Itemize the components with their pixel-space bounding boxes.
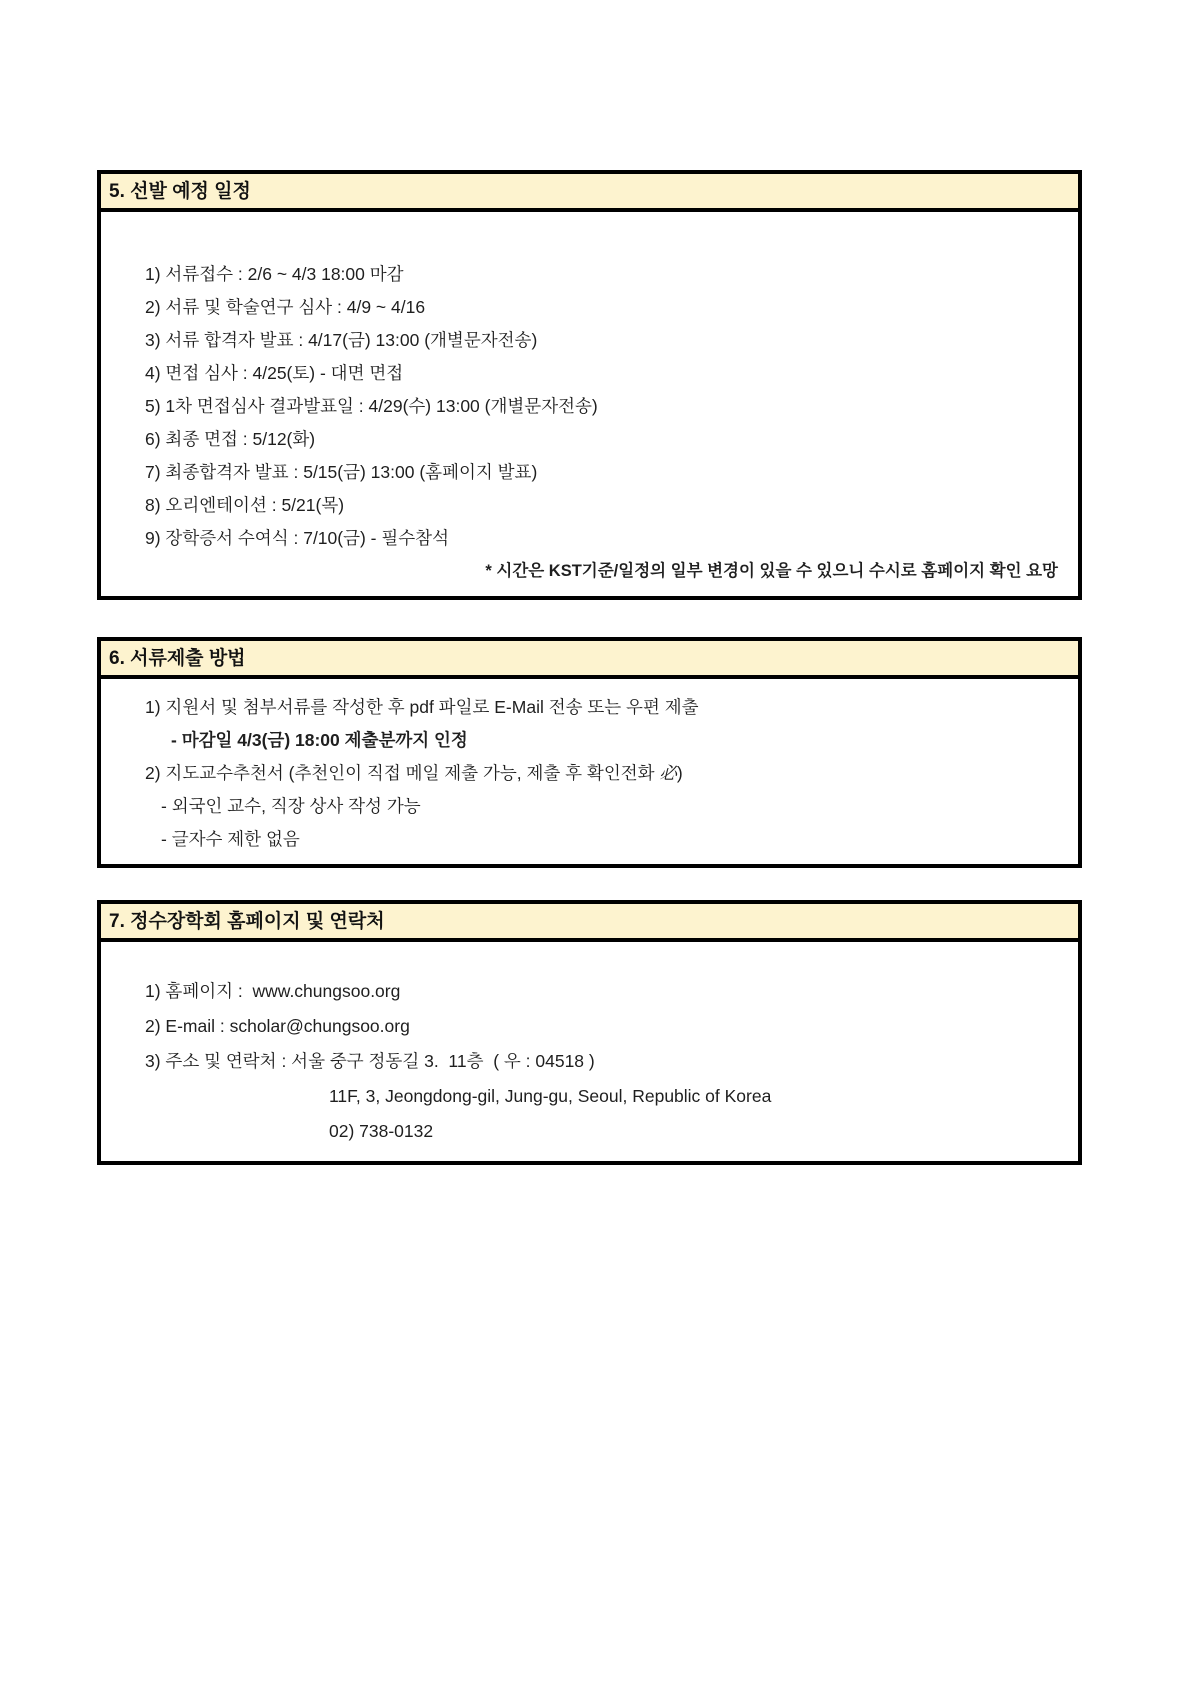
section-title: 6. 서류제출 방법	[109, 648, 246, 669]
text-segment: 8) 오리엔테이션 : 5/21(목)	[145, 495, 345, 515]
text-segment: - 글자수 제한 없음	[161, 829, 300, 849]
text-segment: 3) 주소 및 연락처 : 서울 중구 정동길 3. 11층 ( 우 : 04518 )	[145, 1051, 595, 1071]
text-segment: * 시간은 KST기준/일정의 일부 변경이 있을 수 있으니 수시로 홈페이지 확인 요망	[485, 562, 1058, 580]
text-segment: - 외국인 교수, 직장 상사 작성 가능	[161, 796, 421, 816]
text-line	[101, 790, 1066, 823]
section-title: 7. 정수장학회 홈페이지 및 연락처	[109, 911, 385, 932]
text-line	[101, 757, 1066, 790]
text-segment: 4) 면접 심사 : 4/25(토) - 대면 면접	[145, 363, 404, 383]
text-segment: 9) 장학증서 수여식 : 7/10(금) - 필수참석	[145, 528, 449, 548]
text-line	[101, 691, 1066, 724]
section-title: 5. 선발 예정 일정	[109, 181, 251, 202]
text-line	[101, 1009, 1066, 1044]
text-segment: 02) 738-0132	[329, 1121, 434, 1141]
text-line	[101, 423, 1066, 456]
text-segment: 6) 최종 면접 : 5/12(화)	[145, 429, 316, 449]
section-selection-schedule-header	[101, 174, 1078, 212]
section-submission-method	[97, 637, 1082, 868]
section-selection-schedule	[97, 170, 1082, 600]
text-line	[101, 823, 1066, 856]
text-line	[101, 522, 1066, 555]
text-line	[101, 489, 1066, 522]
text-line	[101, 974, 1066, 1009]
section-homepage-contact-header	[101, 904, 1078, 942]
text-segment: 3) 서류 합격자 발표 : 4/17(금) 13:00 (개별문자전송)	[145, 330, 538, 350]
text-segment: - 마감일 4/3(금) 18:00 제출분까지 인정	[171, 730, 468, 750]
text-segment: 5) 1차 면접심사 결과발표일 : 4/29(수) 13:00 (개별문자전송)	[145, 396, 598, 416]
text-segment: 1) 홈페이지 : www.chungsoo.org	[145, 981, 401, 1001]
section-submission-method-body	[101, 679, 1078, 856]
text-line	[101, 324, 1066, 357]
text-segment: 必	[659, 763, 677, 783]
section-submission-method-header	[101, 641, 1078, 679]
note-line	[101, 555, 1066, 588]
text-line	[101, 456, 1066, 489]
text-segment: 2) E-mail : scholar@chungsoo.org	[145, 1016, 410, 1036]
text-line	[101, 1044, 1066, 1079]
text-line	[101, 357, 1066, 390]
section-homepage-contact	[97, 900, 1082, 1165]
text-line	[101, 291, 1066, 324]
text-line	[101, 724, 1066, 757]
section-homepage-contact-body	[101, 942, 1078, 1149]
text-segment: 1) 지원서 및 첨부서류를 작성한 후 pdf 파일로 E-Mail 전송 또는 우편 제출	[145, 697, 699, 717]
text-segment: 7) 최종합격자 발표 : 5/15(금) 13:00 (홈페이지 발표)	[145, 462, 538, 482]
text-line	[101, 390, 1066, 423]
text-line	[101, 1079, 1066, 1114]
text-segment: 1) 서류접수 : 2/6 ~ 4/3 18:00 마감	[145, 264, 404, 284]
text-segment: 2) 서류 및 학술연구 심사 : 4/9 ~ 4/16	[145, 297, 426, 317]
section-selection-schedule-body	[101, 212, 1078, 588]
text-line	[101, 1114, 1066, 1149]
text-segment: 2) 지도교수추천서 (추천인이 직접 메일 제출 가능, 제출 후 확인전화	[145, 763, 660, 783]
text-segment: )	[676, 763, 683, 783]
text-line	[101, 258, 1066, 291]
text-segment: 11F, 3, Jeongdong-gil, Jung-gu, Seoul, Republic of Korea	[329, 1086, 772, 1106]
